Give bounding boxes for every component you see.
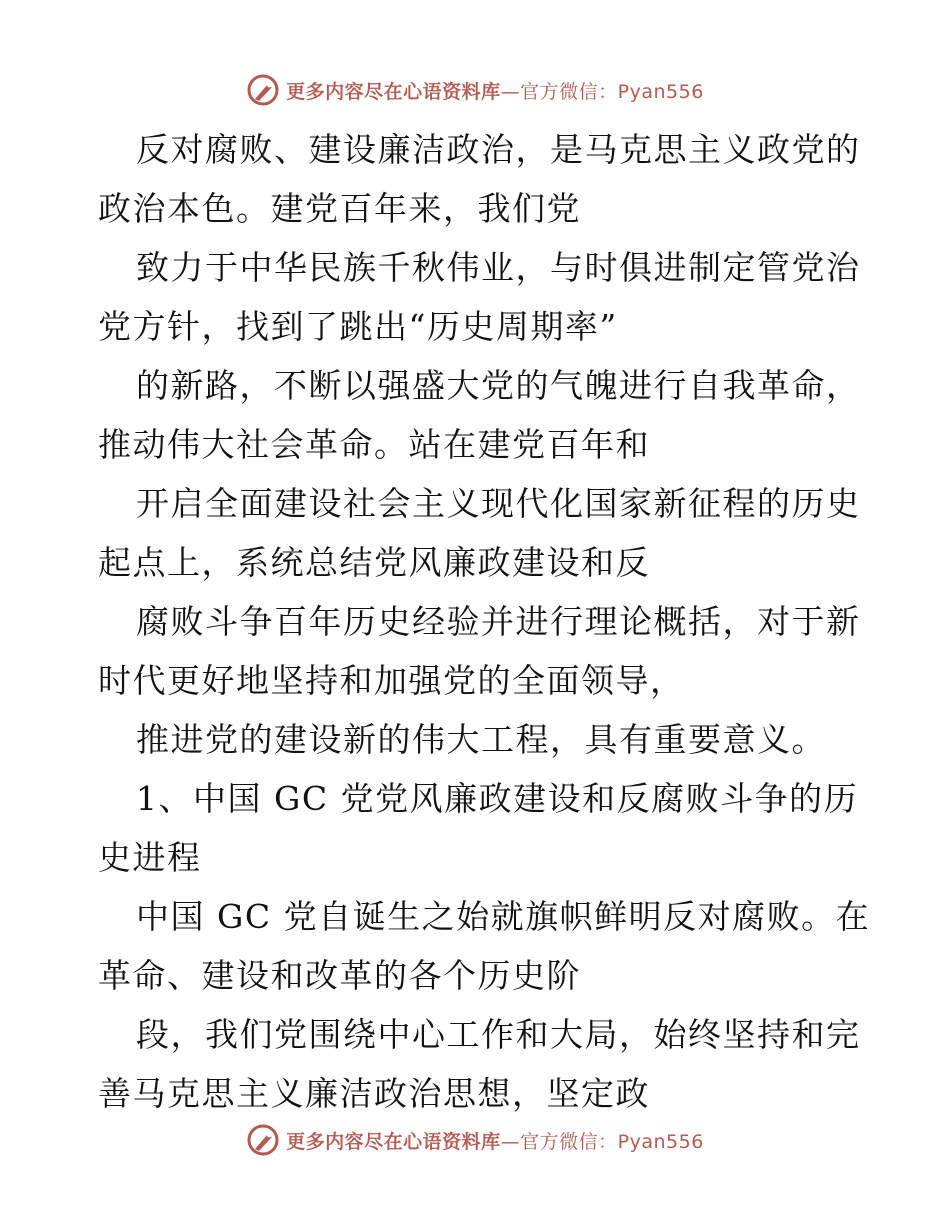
pen-logo-icon	[246, 73, 280, 107]
body-line: 中国 GC 党自诞生之始就旗帜鲜明反对腐败。在	[136, 897, 871, 936]
header-watermark	[0, 70, 950, 110]
footer-contact: 官方微信：Pyan556	[520, 1130, 704, 1153]
body-line: 党方针，找到了跳出“历史周期率”	[98, 307, 618, 346]
body-line: 革命、建设和改革的各个历史阶	[98, 956, 581, 995]
header-contact: 官方微信：Pyan556	[520, 80, 704, 103]
body-line: 政治本色。建党百年来，我们党	[98, 189, 581, 228]
body-line: 推进党的建设新的伟大工程，具有重要意义。	[136, 720, 826, 759]
section-heading-cont: 史进程	[98, 838, 202, 877]
body-line: 时代更好地坚持和加强党的全面领导，	[98, 661, 685, 700]
footer-watermark	[0, 1120, 950, 1160]
body-line: 推动伟大社会革命。站在建党百年和	[98, 425, 650, 464]
section-heading: 1、中国 GC 党党风廉政建设和反腐败斗争的历	[136, 779, 859, 818]
body-line: 腐败斗争百年历史经验并进行理论概括，对于新	[136, 602, 861, 641]
footer-dash: —	[500, 1130, 521, 1153]
body-line: 的新路，不断以强盛大党的气魄进行自我革命，	[136, 366, 861, 405]
body-line: 段，我们党围绕中心工作和大局，始终坚持和完	[136, 1015, 861, 1054]
document-body	[98, 120, 871, 1123]
body-line: 致力于中华民族千秋伟业，与时俱进制定管党治	[136, 248, 861, 287]
body-line: 反对腐败、建设廉洁政治，是马克思主义政党的	[136, 130, 861, 169]
footer-site-name: 更多内容尽在心语资料库	[286, 1130, 501, 1153]
body-line: 善马克思主义廉洁政治思想，坚定政	[98, 1074, 650, 1113]
body-line: 起点上，系统总结党风廉政建设和反	[98, 543, 650, 582]
body-line: 开启全面建设社会主义现代化国家新征程的历史	[136, 484, 861, 523]
header-dash: —	[500, 80, 521, 103]
pen-logo-icon	[246, 1123, 280, 1157]
header-site-name: 更多内容尽在心语资料库	[286, 80, 501, 103]
